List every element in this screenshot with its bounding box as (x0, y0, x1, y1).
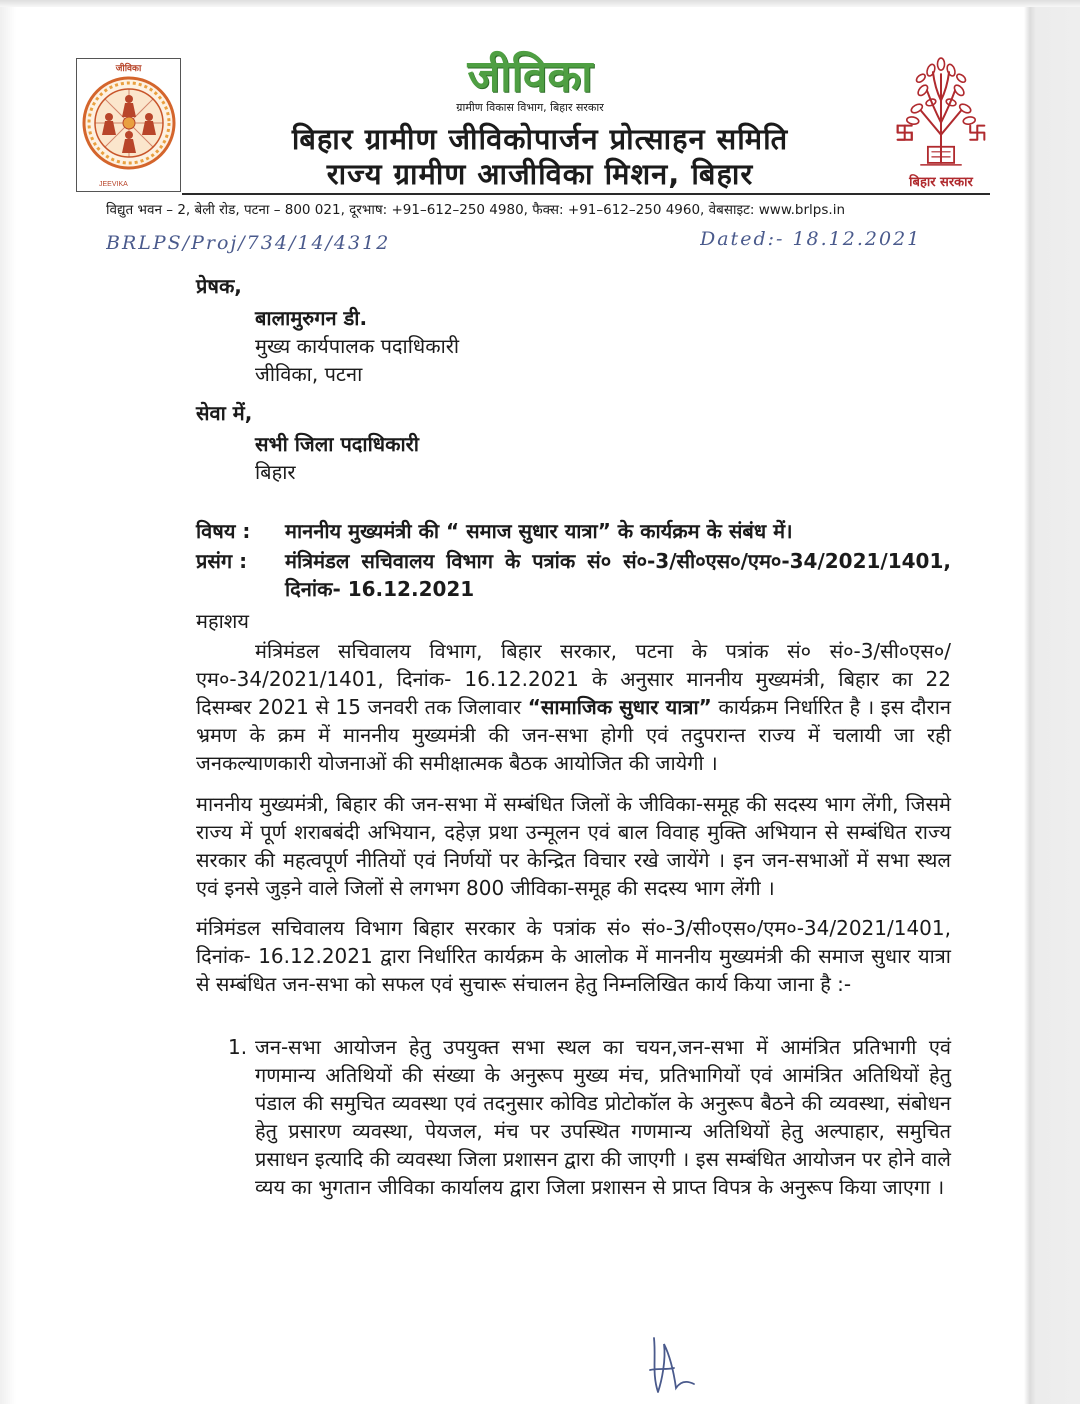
context-line (196, 547, 951, 603)
letter-body (196, 272, 951, 1201)
logo-top-text: जीविका (115, 64, 142, 74)
page-top-edge (0, 0, 1080, 7)
mission-name: राज्य ग्रामीण आजीविका मिशन, बिहार (326, 157, 754, 191)
context-text: मंत्रिमंडल सचिवालय विभाग के पत्रांक सं० सं०-3/सी०एस०/एम०-34/2021/1401, दिनांक- 16.12.2021 (285, 549, 951, 601)
letter-number: BRLPS/Proj/734/14/4312 (106, 232, 391, 254)
sender-label: प्रेषक, (196, 274, 242, 298)
sender-block (196, 304, 951, 388)
subject-label: विषय : (196, 519, 251, 543)
signature (640, 1330, 720, 1400)
brand-subtitle: ग्रामीण विकास विभाग, बिहार सरकार (456, 101, 604, 114)
recipient-name: सभी जिला पदाधिकारी (255, 432, 419, 456)
jeevika-logo-icon (81, 73, 177, 173)
list-item-number: 1. (228, 1035, 248, 1059)
list-item-text: जन-सभा आयोजन हेतु उपयुक्त सभा स्थल का चयन,जन-सभा में आमंत्रित प्रतिभागी एवं गणमान्य अतिथियों की संख्या के अनुरूप मुख्य मंच, प्रतिभागियों एवं आमंत्रित अतिथियों हेतु पंडाल की समुचित व्यवस्था एवं तदनुसार कोविड प्रोटोकॉल के अनुरूप बैठने की व्यवस्था, संबोधन हेतु प्रसारण व्यवस्था, पेयजल, मंच पर उपस्थित गणमान्य अतिथियों हेतु अल्पाहार, समुचित प्रसाधन इत्यादि की व्यवस्था जिला प्रशासन द्वारा की जाएगी । इस सम्बंधित आयोजन पर होने वाले व्यय का भुगतान जीविका कार्यालय द्वारा जिला प्रशासन से प्राप्त विपत्र के अनुरूप किया जाएगा । (255, 1035, 951, 1199)
recipient-block (196, 430, 951, 486)
subject-text: माननीय मुख्यमंत्री की “ समाज सुधार यात्रा” के कार्यक्रम के संबंध में। (285, 519, 793, 543)
header-divider (182, 193, 990, 195)
paragraph-1-emphasis: “सामाजिक सुधार यात्रा” (527, 695, 712, 719)
bihar-government-emblem-icon (890, 50, 992, 176)
subject-line (196, 517, 951, 545)
recipient-label: सेवा में, (196, 401, 253, 425)
sender-office: जीविका, पटना (255, 362, 363, 386)
recipient-place: बिहार (255, 460, 296, 484)
list-item (196, 1033, 951, 1201)
sender-name: बालामुरुगन डी. (255, 306, 368, 330)
paragraph-3: मंत्रिमंडल सचिवालय विभाग बिहार सरकार के पत्रांक सं० सं०-3/सी०एस०/एम०-34/2021/1401, दिनांक- 16.12.2021 द्वारा निर्धारित कार्यक्रम के आलोक में माननीय मुख्यमंत्री की समाज सुधार यात्रा से सम्बंधित जन-सभा को सफल एवं सुचारू संचालन हेतु निम्नलिखित कार्य किया जाना है :- (196, 916, 951, 996)
organization-name: बिहार ग्रामीण जीविकोपार्जन प्रोत्साहन समिति (291, 122, 789, 156)
salutation: महाशय (196, 609, 249, 633)
paragraph-2: माननीय मुख्यमंत्री, बिहार की जन-सभा में सम्बंधित जिलों के जीविका-समूह की सदस्य भाग लेंगी, जिसमे राज्य में पूर्ण शराबबंदी अभियान, दहेज़ प्रथा उन्मूलन एवं बाल विवाह मुक्ति अभियान से सम्बंधित राज्य सरकार की महत्वपूर्ण नीतियों एवं निर्णयों पर केन्द्रित विचार रखे जायेंगे । इन जन-सभाओं में सभा स्थल एवं इनसे जुड़ने वाले जिलों से लगभग 800 जीविका-समूह की सदस्य भाग लेंगी । (196, 792, 951, 900)
emblem-caption: बिहार सरकार (909, 175, 973, 190)
jeevika-logo (76, 58, 181, 192)
sender-designation: मुख्य कार्यपालक पदाधिकारी (255, 334, 460, 358)
letter-date: Dated:- 18.12.2021 (700, 228, 922, 250)
office-address: विद्युत भवन – 2, बेली रोड, पटना – 800 021, दूरभाष: +91–612–250 4980, फैक्स: +91–612–250 4960, वेबसाइट: www.brlps.in (106, 202, 845, 218)
context-label: प्रसंग : (196, 549, 248, 573)
brand-title: जीविका (467, 51, 593, 102)
paragraph-1-text-end: कार्यक्रम निर्धारित है । इस दौरान भ्रमण के क्रम में माननीय मुख्यमंत्री की जन-सभा होगी एवं तदुपरान्त राज्य में चलायी जा रही जनकल्याणकारी योजनाओं की समीक्षात्मक बैठक आयोजित की जायेगी । (196, 695, 951, 775)
paragraph-1 (196, 637, 951, 777)
logo-bottom-text: JEEVIKA (99, 181, 128, 188)
paragraph-1-text: मंत्रिमंडल सचिवालय विभाग, बिहार सरकार, पटना के पत्रांक सं० सं०-3/सी०एस०/एम०-34/2021/1401, दिनांक- 16.12.2021 के अनुसार माननीय मुख्यमंत्री, बिहार का 22 दिसम्बर 2021 से 15 जनवरी तक जिलावार (196, 639, 951, 719)
